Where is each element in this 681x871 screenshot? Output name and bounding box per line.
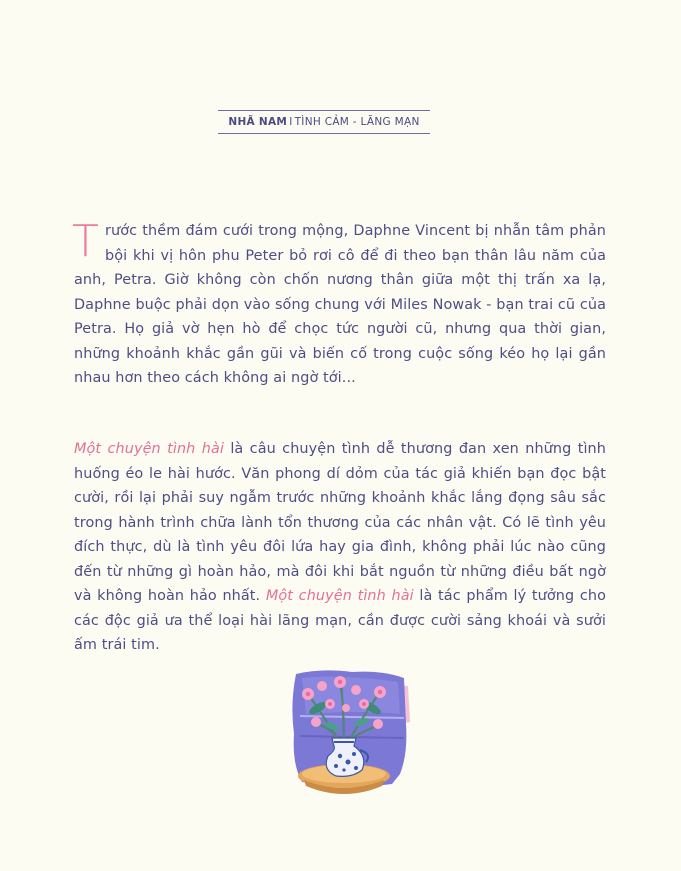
header-separator: I [289,116,293,128]
book-title-ref: Một chuyện tình hài [74,441,224,457]
review-text-part2: là tác phẩm lý tưởng cho các độc giả ưa thể loại hài lãng mạn, cần được cười sảng khoái và sưởi ấm trái tim. [74,588,606,653]
flower-vase-illustration [282,664,412,804]
review-paragraph [74,437,606,658]
review-text-part1: là câu chuyện tình dễ thương đan xen những tình huống éo le hài hước. Văn phong dí dỏm của tác giả khiến bạn đọc bật cười, rồi lại phải suy ngẫm trước những khoảnh khắc lắng đọng sâu sắc trong hành trình chữa lành tổn thương của các nhân vật. Có lẽ tình yêu đích thực, dù là tình yêu đôi lứa hay gia đình, không phải lúc nào cũng đến từ những gì hoàn hảo, mà đôi khi bắt nguồn từ những điều bất ngờ và không hoàn hảo nhất. [74,441,606,604]
book-title-ref: Một chuyện tình hài [265,588,414,604]
publisher-name: NHÃ NAM [228,116,288,128]
genre-label: TÌNH CẢM - LÃNG MẠN [294,116,420,128]
synopsis-paragraph [72,216,606,391]
publisher-header [218,110,430,134]
drop-cap: T [72,216,99,267]
synopsis-text: rước thềm đám cưới trong mộng, Daphne Vincent bị nhẫn tâm phản bội khi vị hôn phu Peter bỏ rơi cô để đi theo bạn thân lâu năm của anh, Petra. Giờ không còn chốn nương thân giữa một thị trấn xa lạ, Daphne buộc phải dọn vào sống chung với Miles Nowak - bạn trai cũ của Petra. Họ giả vờ hẹn hò để chọc tức người cũ, nhưng qua thời gian, những khoảnh khắc gần gũi và biến cố trong cuộc sống kéo họ lại gần nhau hơn theo cách không ai ngờ tới... [74,223,606,386]
